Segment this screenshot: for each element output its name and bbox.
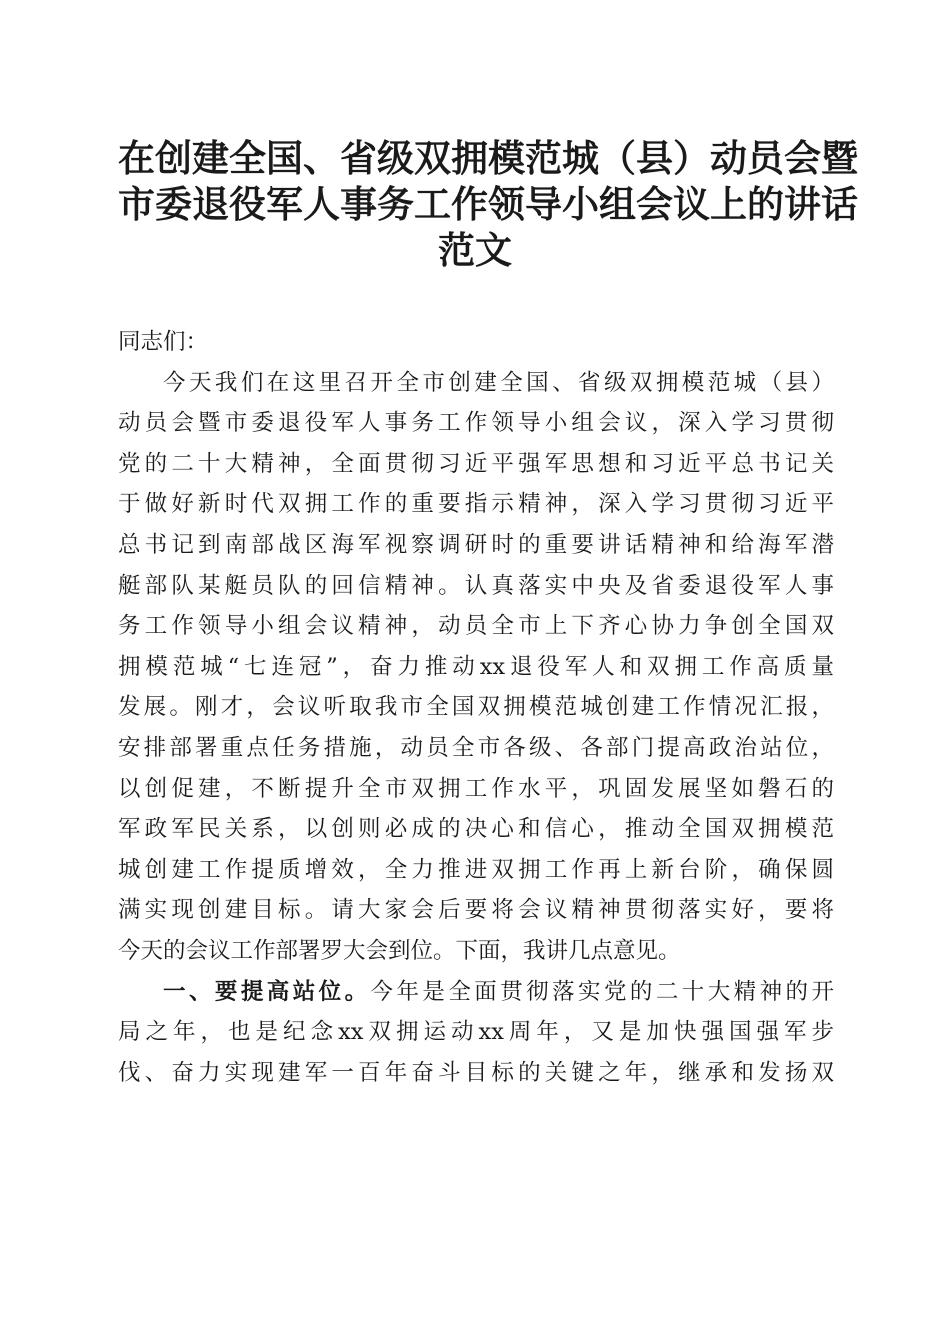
paragraph-1-line: 务工作领导小组会议精神，动员全市上下齐心协力争创全国双 — [118, 613, 834, 640]
paragraph-1-line: 军政军民关系，以创则必成的决心和信心，推动全国双拥模范 — [118, 816, 834, 843]
paragraph-1-line: 城创建工作提质增效，全力推进双拥工作再上新台阶，确保圆 — [118, 856, 834, 883]
paragraph-1-line: 艇部队某艇员队的回信精神。认真落实中央及省委退役军人事 — [118, 572, 834, 599]
paragraph-1-line: 党的二十大精神，全面贯彻习近平强军思想和习近平总书记关 — [118, 450, 834, 477]
paragraph-1-line: 发展。刚才，会议听取我市全国双拥模范城创建工作情况汇报， — [118, 694, 834, 721]
title-line-2: 市委退役军人事务工作领导小组会议上的讲话 — [118, 183, 858, 226]
section-1-first-line-text: 今年是全面贯彻落实党的二十大精神的开 — [370, 978, 834, 1005]
section-1-line: 局之年，也是纪念xx双拥运动xx周年，又是加快强国强军步 — [118, 1019, 834, 1046]
paragraph-1-line: 安排部署重点任务措施，动员全市各级、各部门提高政治站位， — [118, 734, 834, 761]
paragraph-1-line: 以创促建，不断提升全市双拥工作水平，巩固发展坚如磐石的 — [118, 775, 834, 802]
paragraph-1 — [118, 363, 834, 972]
paragraph-1-line: 拥模范城“七连冠”，奋力推动xx退役军人和双拥工作高质量 — [118, 653, 834, 680]
paragraph-1-line: 满实现创建目标。请大家会后要将会议精神贯彻落实好，要将 — [118, 897, 834, 924]
title-line-3: 范文 — [438, 229, 512, 272]
paragraph-1-line: 动员会暨市委退役军人事务工作领导小组会议，深入学习贯彻 — [118, 410, 834, 437]
document-title — [118, 136, 858, 274]
section-1 — [118, 972, 834, 1094]
paragraph-1-line: 今天我们在这里召开全市创建全国、省级双拥模范城（县） — [163, 369, 834, 396]
document-body — [118, 322, 834, 1093]
salutation: 同志们： — [118, 329, 209, 355]
section-1-heading: 一、要提高站位。 — [163, 978, 371, 1005]
title-line-1: 在创建全国、省级双拥模范城（县）动员会暨 — [118, 137, 858, 180]
section-1-first-line — [118, 972, 834, 1013]
paragraph-1-line: 于做好新时代双拥工作的重要指示精神，深入学习贯彻习近平 — [118, 491, 834, 518]
paragraph-1-line: 今天的会议工作部署罗大会到位。下面，我讲几点意见。 — [118, 937, 681, 964]
section-1-line: 伐、奋力实现建军一百年奋斗目标的关键之年，继承和发扬双 — [118, 1059, 834, 1086]
paragraph-1-line: 总书记到南部战区海军视察调研时的重要讲话精神和给海军潜 — [118, 531, 834, 558]
